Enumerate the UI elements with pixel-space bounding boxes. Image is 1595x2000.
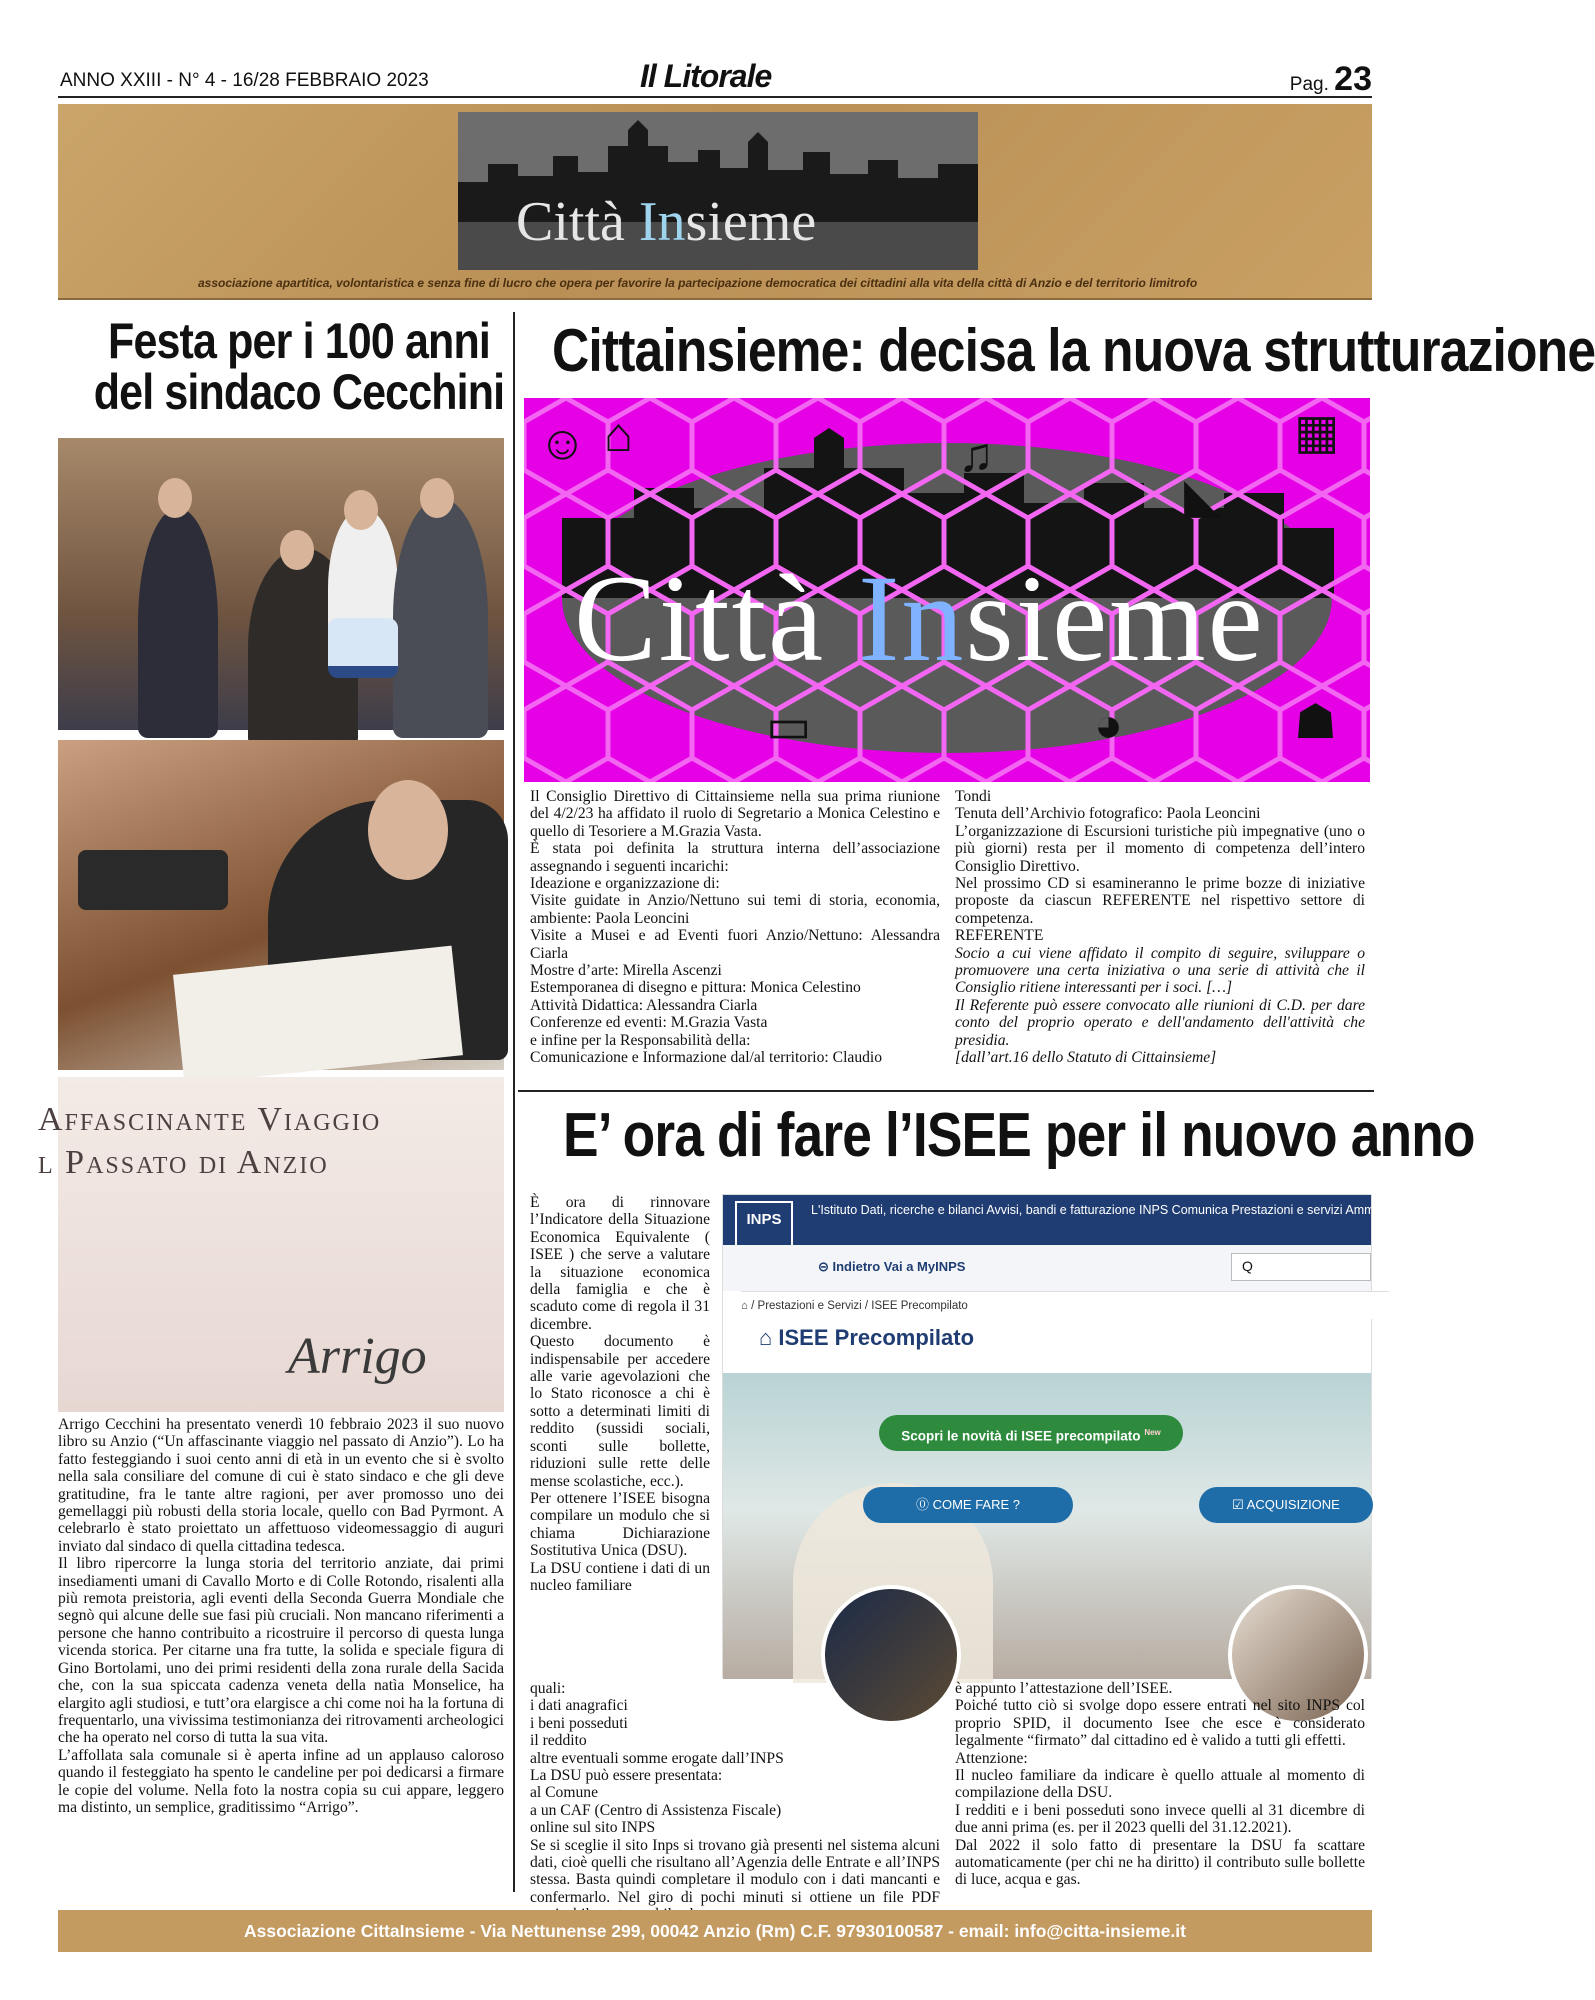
book-signature-photo: [38, 1077, 504, 1412]
inps-page-title: ⌂ ISEE Precompilato: [759, 1325, 975, 1350]
page-label: Pag.: [1289, 74, 1329, 95]
line: al Comune: [530, 1784, 598, 1802]
line: Ideazione e organizzazione di:: [530, 875, 720, 893]
line: a un CAF (Centro di Assistenza Fiscale): [530, 1801, 782, 1819]
line: Mostre d’arte: Mirella Ascenzi: [530, 962, 722, 980]
line: Poiché tutto ciò si svolge dopo essere entrati nel sito INPS col proprio SPID, il documento Isee che esce è considerato legalmente “firmato” dal cittadino ed è valido a tutti gli effetti.: [955, 1697, 1365, 1750]
line: online sul sito INPS: [530, 1819, 656, 1837]
paragraph: Arrigo Cecchini ha presentato venerdì 10 febbraio 2023 il suo nuovo libro su Anzio (“Un affascinante viaggio nel passato di Anzio”). Lo ha fatto festeggiando i suoi cento anni di età in un evento che si è svolto nella sala consiliare del comune di cui è stato sindaco e che gli deve gratitudine, fra le tante altre ragioni, per aver promosso uno dei gemellaggi più robusti della storia locale, quello con Bad Pyrmont. A celebrarlo è stato proiettato un affettuoso videomessaggio di auguri inviato dal sindaco di quella cittadina tedesca.: [58, 1416, 504, 1555]
theatre-masks-icon: ☺: [538, 417, 588, 470]
banner-tagline: associazione apartitica, volontaristica e senza fine di lucro che opera per favorire la partecipazione democratica dei cittadini alla vita della città di Anzio e del territorio limitrofo: [198, 276, 1198, 290]
line: La DSU può essere presentata:: [530, 1767, 723, 1785]
search-icon: Q: [1231, 1253, 1371, 1281]
inps-promo-label: Scopri le novità di ISEE precompilato: [901, 1428, 1141, 1444]
inps-breadcrumb: ⌂ / Prestazioni e Servizi / ISEE Precompilato: [741, 1291, 1389, 1319]
article3-narrow-col: [530, 1194, 710, 1594]
line: Comunicazione e Informazione dal/al territorio: Claudio: [530, 1049, 883, 1067]
line: è appunto l’attestazione dell’ISEE.: [955, 1680, 1173, 1697]
line: Attenzione:: [955, 1749, 1028, 1767]
article2-col2: [955, 788, 1365, 1067]
inps-logo: INPS: [735, 1201, 793, 1265]
line: REFERENTE: [955, 927, 1044, 945]
book-title-line2: l Passato di Anzio: [38, 1143, 329, 1181]
teacher-icon: ☗: [1294, 696, 1338, 749]
page-number: [1290, 60, 1372, 99]
line: Il nucleo familiare da indicare è quello attuale al momento di compilazione della DSU.: [955, 1767, 1365, 1802]
paragraph: È ora di rinnovare l’Indicatore della Situazione Economica Equivalente ( ISEE ) che serve a valutare la situazione economica della famiglia e che è scaduto come di regola il 31 dicembre.: [530, 1194, 710, 1333]
line: Nel prossimo CD si esamineranno le prime bozze di iniziative proposte da ciascun REFERENTE nel rispettivo settore di competenza.: [955, 875, 1365, 927]
paragraph: La DSU contiene i dati di un nucleo familiare: [530, 1559, 710, 1594]
paragraph: Il libro ripercorre la lunga storia del territorio anziate, dai primi insediamenti umani di Cavallo Morto e di Colle Rotondo, risalenti alla più remota preistoria, agli eventi della Seconda Guerra Mondiale che segnò qui alcune delle sue fasi più cruciali. Non mancano riferimenti a persone che hanno contribuito a ricostruire il percorso di questa lunga vicenda storica. Per citarne una fra tutte, la solida e speciale figura di Gino Bortolami, uno dei primi residenti della zona rurale della Sacida che, con la sua spiccata cadenza veneta della natìa Monselice, ha elargito agli studiosi, e tutt’ora elargisce a chi come noi ha la fortuna di frequentarlo, una vivissima testimonianza dei ritrovamenti archeologici che ha operato nel corso di tutta la sua vita.: [58, 1555, 504, 1747]
woman-face: [344, 490, 378, 530]
celebration-photo: [58, 438, 504, 730]
cittainsieme-banner: [58, 104, 1372, 300]
statute-quote: Il Referente può essere convocato alle riunioni di C.D. per dare conto del proprio operato e dell'andamento dell'attività che presidia.: [955, 996, 1365, 1049]
book-title: [38, 1099, 381, 1184]
line: e infine per la Responsabilità della:: [530, 1031, 751, 1049]
footer-bar: Associazione CittaInsieme - Via Nettunense 299, 00042 Anzio (Rm) C.F. 97930100587 - email: info@citta-insieme.it: [58, 1910, 1372, 1952]
line: Tondi: [955, 788, 992, 805]
logo-title-c: sieme: [965, 550, 1265, 687]
line: Visite a Musei e ad Eventi fuori Anzio/Nettuno: Alessandra Ciarla: [530, 927, 940, 962]
logo-title-a: Città: [574, 550, 859, 687]
article1-headline-line1: Festa per i 100 anni: [108, 313, 490, 369]
come-fare-button: ⓪ COME FARE ?: [863, 1487, 1073, 1523]
line: il reddito: [530, 1732, 587, 1750]
article1-headline: [84, 313, 514, 420]
inps-screenshot: [722, 1194, 1415, 1678]
microphone-base: [78, 850, 228, 910]
line: Visite guidate in Anzio/Nettuno sui temi di storia, economia, ambiente: Paola Leoncini: [530, 892, 940, 927]
line: i dati anagrafici: [530, 1697, 628, 1715]
man-figure: [393, 498, 488, 738]
line: Il Consiglio Direttivo di Cittainsieme nella sua prima riunione del 4/2/23 ha affidato il ruolo di Segretario a Monica Celestino e quello di Tesoriere a M.Grazia Vasta.: [530, 788, 940, 840]
page-number-value: 23: [1334, 60, 1372, 98]
statute-quote: Socio a cui viene affidato il compito di seguire, sviluppare o promuovere una certa iniziativa o una serie di attività che il Consiglio ritiene interessanti per i soci. […]: [955, 944, 1365, 997]
article1-body: [58, 1416, 504, 1816]
logo-title-b: In: [858, 550, 966, 687]
cittainsieme-logo: [524, 398, 1370, 782]
signing-man-face: [368, 780, 448, 880]
banner-title: [516, 190, 816, 254]
line: Conferenze ed eventi: M.Grazia Vasta: [530, 1014, 768, 1032]
article1-headline-line2: del sindaco Cecchini: [93, 364, 505, 420]
section-divider: [518, 1090, 1374, 1092]
guest-figure: [138, 508, 218, 738]
article2-headline: Cittainsieme: decisa la nuova strutturazione: [552, 317, 1595, 384]
inps-nav: L'Istituto Dati, ricerche e bilanci Avvisi, bandi e fatturazione INPS Comunica Prestazioni e servizi Amministraz: [811, 1203, 1415, 1217]
banner-title-c: sieme: [685, 191, 817, 253]
book-title-line1: Affascinante Viaggio: [38, 1101, 382, 1138]
article3-col-a: [530, 1680, 940, 1924]
newspaper-name: Il Litorale: [640, 58, 772, 94]
new-badge: New: [1144, 1428, 1161, 1437]
palette-icon: ◕: [1094, 699, 1123, 752]
line: Attività Didattica: Alessandra Ciarla: [530, 996, 758, 1014]
birthday-cake: [328, 618, 398, 678]
inps-back-link: ⊝ Indietro Vai a MyINPS: [818, 1259, 966, 1274]
acquisizione-button: ☑ ACQUISIZIONE: [1199, 1487, 1373, 1523]
line: I redditi e i beni posseduti sono invece quelli al 31 dicembre di due anni prima (es. per il 2023 quelli del 31.12.2021).: [955, 1801, 1365, 1837]
line: quali:: [530, 1680, 566, 1697]
logo-title: [574, 548, 1265, 690]
book-page: [173, 946, 463, 1085]
banner-title-a: Città: [516, 191, 639, 253]
line: Se si sceglie il sito Inps si trovano già presenti nel sistema alcuni dati, cioè quelli che risultano all’Agenzia delle Entrate e all’INPS stessa. Basta quindi completare il modulo con i dati mancanti e confermarlo. Nel giro di pochi minuti si ottiene un file PDF: [530, 1836, 940, 1906]
line: L’organizzazione di Escursioni turistiche più impegnative (uno o più giorni) resta per il momento di competenza dell’intero Consiglio Direttivo.: [955, 822, 1365, 875]
article3-headline: E’ ora di fare l’ISEE per il nuovo anno: [563, 1101, 1475, 1170]
paragraph: Per ottenere l’ISEE bisogna compilare un modulo che si chiama Dichiarazione Sostitutiva Unica (DSU).: [530, 1489, 710, 1560]
line: Dal 2022 il solo fatto di presentare la DSU fa scattare automaticamente (per chi ne ha diritto) il contributo sulle bollette di luce, acqua e gas.: [955, 1836, 1365, 1889]
banner-logo: [458, 112, 978, 270]
line: È stata poi definita la struttura interna dell’associazione assegnando i seguenti incarichi:: [530, 840, 940, 875]
statute-source: [dall’art.16 dello Statuto di Cittainsieme]: [955, 1049, 1217, 1067]
signature-image: Arrigo: [288, 1328, 427, 1385]
paragraph: Questo documento è indispensabile per accedere alle varie agevolazioni che lo Stato riconosce a chi è sotto a determinati limiti di reddito (sussidi sociali, sconti sulle bollette, riduzioni sulle rette delle mense scolastiche, ecc.).: [530, 1333, 710, 1490]
centenarian-face: [280, 530, 314, 570]
film-strip-icon: ▦: [1294, 406, 1340, 459]
line: Tenuta dell’Archivio fotografico: Paola Leoncini: [955, 805, 1261, 823]
column-divider: [513, 312, 515, 1892]
man-face: [420, 478, 454, 518]
megaphone-icon: ◣: [1184, 470, 1221, 523]
bus-icon: ▭: [766, 700, 812, 753]
easel-icon: ⌂: [604, 409, 633, 462]
line: i beni posseduti: [530, 1714, 628, 1732]
banner-title-b: In: [638, 191, 686, 253]
article2-col1: [530, 788, 940, 1067]
paragraph: L’affollata sala comunale si è aperta infine ad un applauso caloroso quando il festeggiato ha spento le candeline per poi dedicarsi a firmare le copie del volume. Nella foto la nostra copia su cui appare, leggero ma distinto, un semplice, graditissimo “Arrigo”.: [58, 1746, 504, 1816]
inps-promo-button: [879, 1415, 1183, 1451]
line: Estemporanea di disegno e pittura: Monica Celestino: [530, 979, 861, 997]
line: altre eventuali somme erogate dall’INPS: [530, 1749, 784, 1767]
header-rule: [58, 96, 1372, 98]
guest-face: [158, 478, 192, 518]
article3-col-b: [955, 1680, 1365, 1889]
issue-info: ANNO XXIII - N° 4 - 16/28 FEBBRAIO 2023: [60, 70, 429, 91]
signing-photo: [58, 740, 504, 1070]
music-note-icon: ♫: [958, 429, 994, 482]
